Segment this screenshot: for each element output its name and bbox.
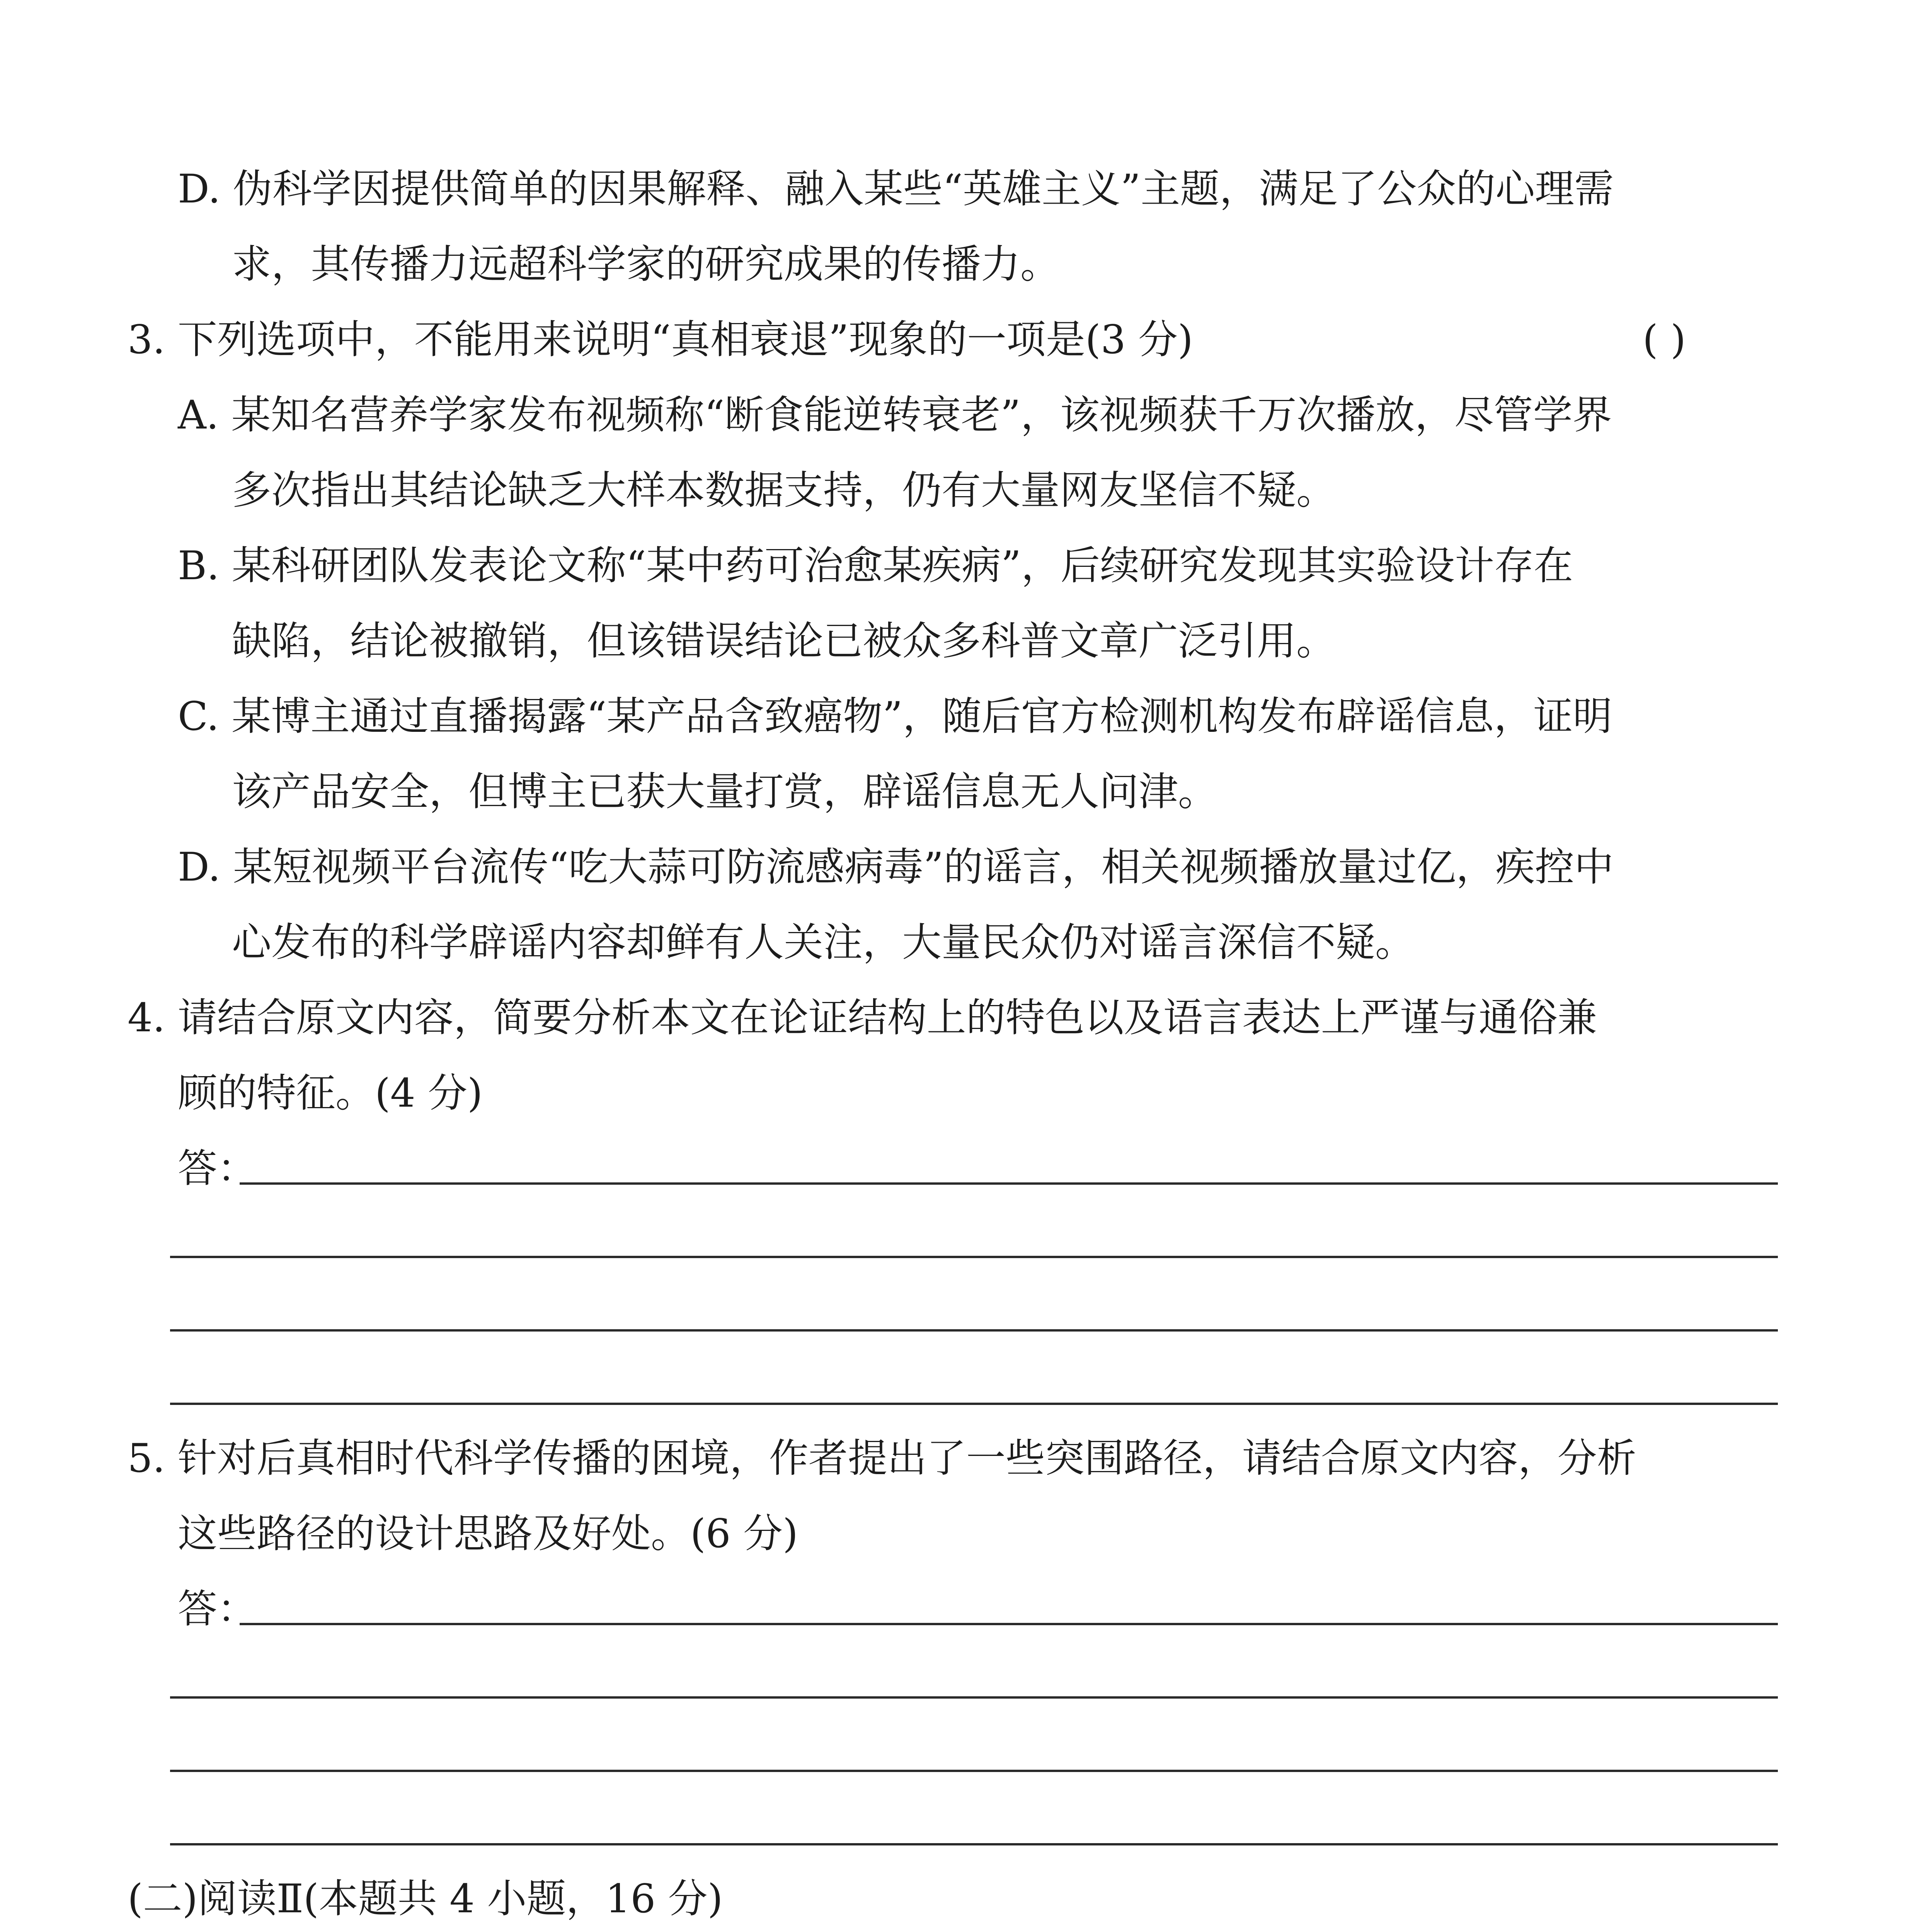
q3-option-d-line1: D. 某短视频平台流传“吃大蒜可防流感病毒”的谣言，相关视频播放量过亿，疾控中: [178, 844, 1614, 890]
q3-option-d-line2: 心发布的科学辟谣内容却鲜有人关注，大量民众仍对谣言深信不疑。: [232, 920, 1415, 966]
q4-answer-line-1[interactable]: [240, 1182, 1778, 1185]
q4-question-line2: 顾的特征。(4 分): [178, 1070, 483, 1116]
section-heading: (二)阅读Ⅱ(本题共 4 小题，16 分): [128, 1876, 723, 1922]
q5-question-line2: 这些路径的设计思路及好处。(6 分): [178, 1511, 798, 1557]
q3-option-c-line1: C. 某博主通过直播揭露“某产品含致癌物”，随后官方检测机构发布辟谣信息，证明: [178, 694, 1612, 740]
q5-answer-line-4[interactable]: [170, 1843, 1778, 1845]
q5-answer-label: 答：: [178, 1586, 257, 1632]
q4-answer-label: 答：: [178, 1146, 257, 1192]
q3-option-b-line2: 缺陷，结论被撤销，但该错误结论已被众多科普文章广泛引用。: [232, 618, 1336, 664]
q4-answer-line-3[interactable]: [170, 1329, 1778, 1332]
q3-answer-bracket[interactable]: ( ): [1643, 317, 1686, 363]
q4-question-line1: 4. 请结合原文内容，简要分析本文在论证结构上的特色以及语言表达上严谨与通俗兼: [128, 995, 1597, 1041]
q5-answer-line-2[interactable]: [170, 1696, 1778, 1699]
q5-question-line1: 5. 针对后真相时代科学传播的困境，作者提出了一些突围路径，请结合原文内容，分析: [128, 1435, 1636, 1481]
q2-option-d-line2: 求，其传播力远超科学家的研究成果的传播力。: [232, 242, 1060, 287]
q2-option-d-line1: D. 伪科学因提供简单的因果解释、融入某些“英雄主义”主题，满足了公众的心理需: [178, 166, 1614, 212]
q3-option-a-line1: A. 某知名营养学家发布视频称“断食能逆转衰老”，该视频获千万次播放，尽管学界: [178, 392, 1612, 438]
q3-option-a-line2: 多次指出其结论缺乏大样本数据支持，仍有大量网友坚信不疑。: [232, 468, 1336, 514]
q3-stem: 3. 下列选项中，不能用来说明“真相衰退”现象的一项是(3 分): [128, 317, 1193, 363]
q4-answer-line-2[interactable]: [170, 1256, 1778, 1258]
q4-answer-line-4[interactable]: [170, 1403, 1778, 1405]
q3-option-b-line1: B. 某科研团队发表论文称“某中药可治愈某疾病”，后续研究发现其实验设计存在: [178, 543, 1573, 589]
q5-answer-line-3[interactable]: [170, 1770, 1778, 1772]
q5-answer-line-1[interactable]: [240, 1623, 1778, 1625]
q3-option-c-line2: 该产品安全，但博主已获大量打赏，辟谣信息无人问津。: [232, 769, 1217, 815]
